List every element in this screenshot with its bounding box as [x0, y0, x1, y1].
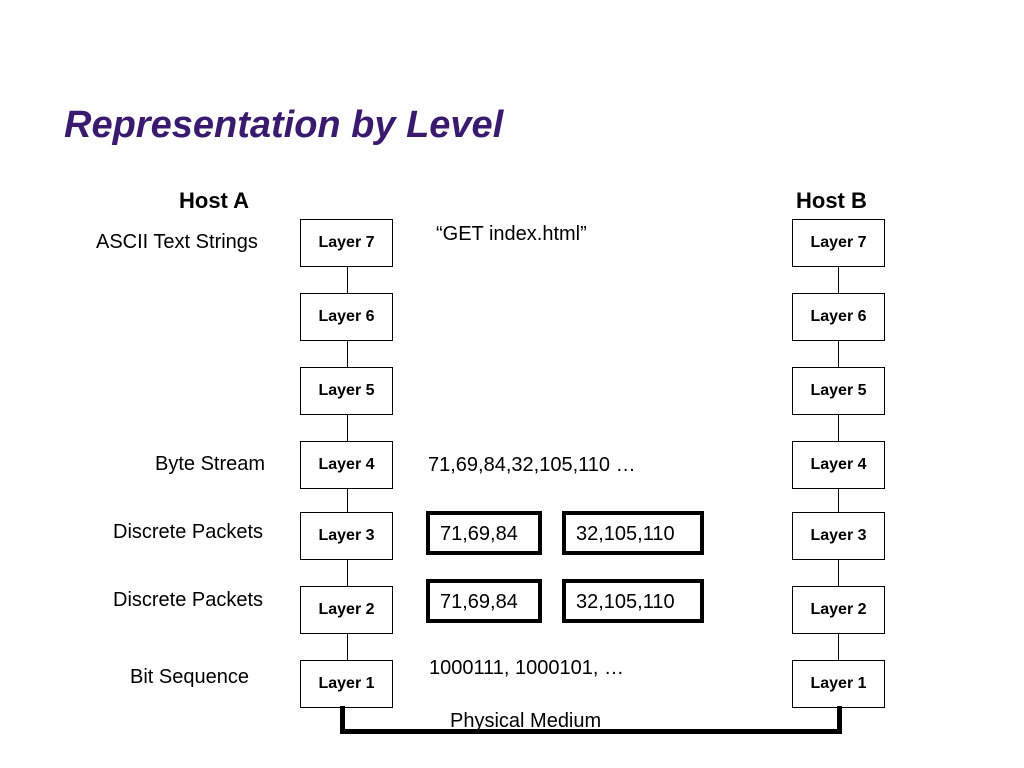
host-a-layer-6: Layer 6 — [300, 293, 393, 341]
host-b-layer-7: Layer 7 — [792, 219, 885, 267]
label-layer-3: Discrete Packets — [113, 521, 264, 543]
host-b-connector — [838, 341, 839, 367]
host-b-label: Host B — [796, 188, 867, 213]
host-a-connector — [347, 267, 348, 293]
host-a-connector — [347, 634, 348, 660]
host-a-layer-2: Layer 2 — [300, 586, 393, 634]
host-a-connector — [347, 560, 348, 586]
physical-medium-label: Physical Medium — [450, 710, 602, 732]
host-a-layer-5: Layer 5 — [300, 367, 393, 415]
host-a-layer-1: Layer 1 — [300, 660, 393, 708]
host-a-connector — [347, 489, 348, 512]
host-a-layer-4: Layer 4 — [300, 441, 393, 489]
host-a-connector — [347, 341, 348, 367]
host-b-layer-5: Layer 5 — [792, 367, 885, 415]
layer-4-representation: 71,69,84,32,105,110 … — [428, 454, 636, 476]
host-a-label: Host A — [179, 188, 250, 213]
host-b-connector — [838, 634, 839, 660]
host-b-connector — [838, 267, 839, 293]
host-a-connector — [347, 415, 348, 441]
host-b-layer-4: Layer 4 — [792, 441, 885, 489]
label-layer-1: Bit Sequence — [130, 666, 249, 688]
slide-title: Representation by Level — [64, 104, 504, 146]
layer-2-packet: 71,69,84 — [426, 579, 542, 623]
layer-7-representation: “GET index.html” — [436, 223, 587, 245]
host-b-layer-6: Layer 6 — [792, 293, 885, 341]
host-a-layer-3: Layer 3 — [300, 512, 393, 560]
label-layer-2: Discrete Packets — [113, 589, 264, 611]
host-b-layer-1: Layer 1 — [792, 660, 885, 708]
label-layer-7: ASCII Text Strings — [96, 231, 258, 253]
layer-1-representation: 1000111, 1000101, … — [429, 657, 624, 679]
host-a-layer-7: Layer 7 — [300, 219, 393, 267]
layer-3-packet: 32,105,110 — [562, 511, 704, 555]
host-b-layer-3: Layer 3 — [792, 512, 885, 560]
host-b-connector — [838, 415, 839, 441]
host-b-connector — [838, 560, 839, 586]
layer-2-packet: 32,105,110 — [562, 579, 704, 623]
host-b-connector — [838, 489, 839, 512]
label-layer-4: Byte Stream — [155, 453, 266, 475]
host-b-layer-2: Layer 2 — [792, 586, 885, 634]
layer-3-packet: 71,69,84 — [426, 511, 542, 555]
